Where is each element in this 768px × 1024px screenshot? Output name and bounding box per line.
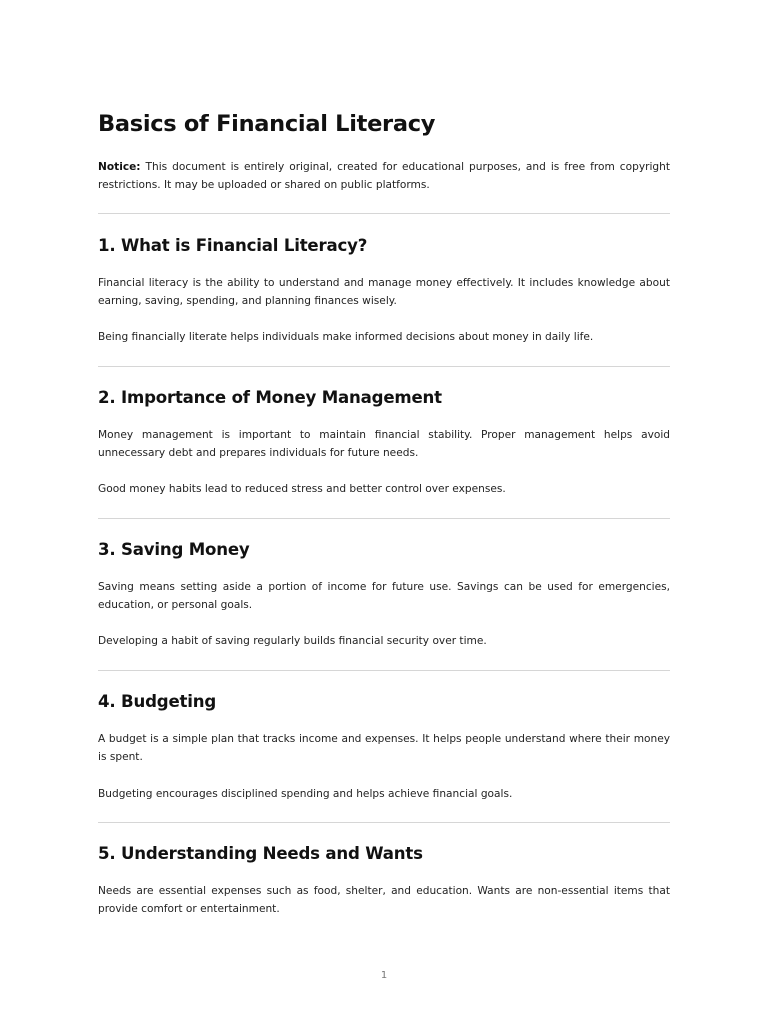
section-4-paragraph-2: Budgeting encourages disciplined spending and helps achieve financial goals.	[98, 788, 513, 800]
section-3-paragraph-1: Saving means setting aside a portion of income for future use. Savings can be used for emergencies, education, or personal goals.	[98, 581, 670, 611]
section-2-paragraph-2: Good money habits lead to reduced stress and better control over expenses.	[98, 483, 506, 495]
section-1-paragraph-2: Being financially literate helps individuals make informed decisions about money in daily life.	[98, 331, 594, 343]
notice-text: This document is entirely original, created for educational purposes, and is free from copyright restrictions. It may be uploaded or shared on public platforms.	[98, 161, 670, 191]
section-4-paragraph-1: A budget is a simple plan that tracks income and expenses. It helps people understand where their money is spent.	[98, 733, 670, 763]
section-divider	[98, 822, 670, 823]
section-heading-importance-of-money-management: 2. Importance of Money Management	[98, 388, 442, 407]
section-divider	[98, 366, 670, 367]
section-heading-what-is-financial-literacy: 1. What is Financial Literacy?	[98, 236, 368, 255]
section-divider	[98, 670, 670, 671]
section-5-paragraph-1: Needs are essential expenses such as food, shelter, and education. Wants are non-essential items that provide comfort or entertainment.	[98, 885, 670, 915]
notice-label: Notice:	[98, 161, 141, 173]
notice-paragraph	[98, 159, 670, 194]
section-heading-budgeting: 4. Budgeting	[98, 692, 217, 711]
section-2-paragraph-1: Money management is important to maintain financial stability. Proper management helps avoid unnecessary debt and prepares individuals for future needs.	[98, 429, 670, 459]
section-3-paragraph-2: Developing a habit of saving regularly builds financial security over time.	[98, 635, 487, 647]
page-number: 1	[380, 970, 388, 981]
section-heading-understanding-needs-and-wants: 5. Understanding Needs and Wants	[98, 844, 423, 863]
document-title: Basics of Financial Literacy	[98, 111, 436, 137]
section-divider	[98, 518, 670, 519]
section-heading-saving-money: 3. Saving Money	[98, 540, 250, 559]
section-divider	[98, 213, 670, 214]
section-1-paragraph-1: Financial literacy is the ability to understand and manage money effectively. It includes knowledge about earning, saving, spending, and planning finances wisely.	[98, 277, 670, 307]
